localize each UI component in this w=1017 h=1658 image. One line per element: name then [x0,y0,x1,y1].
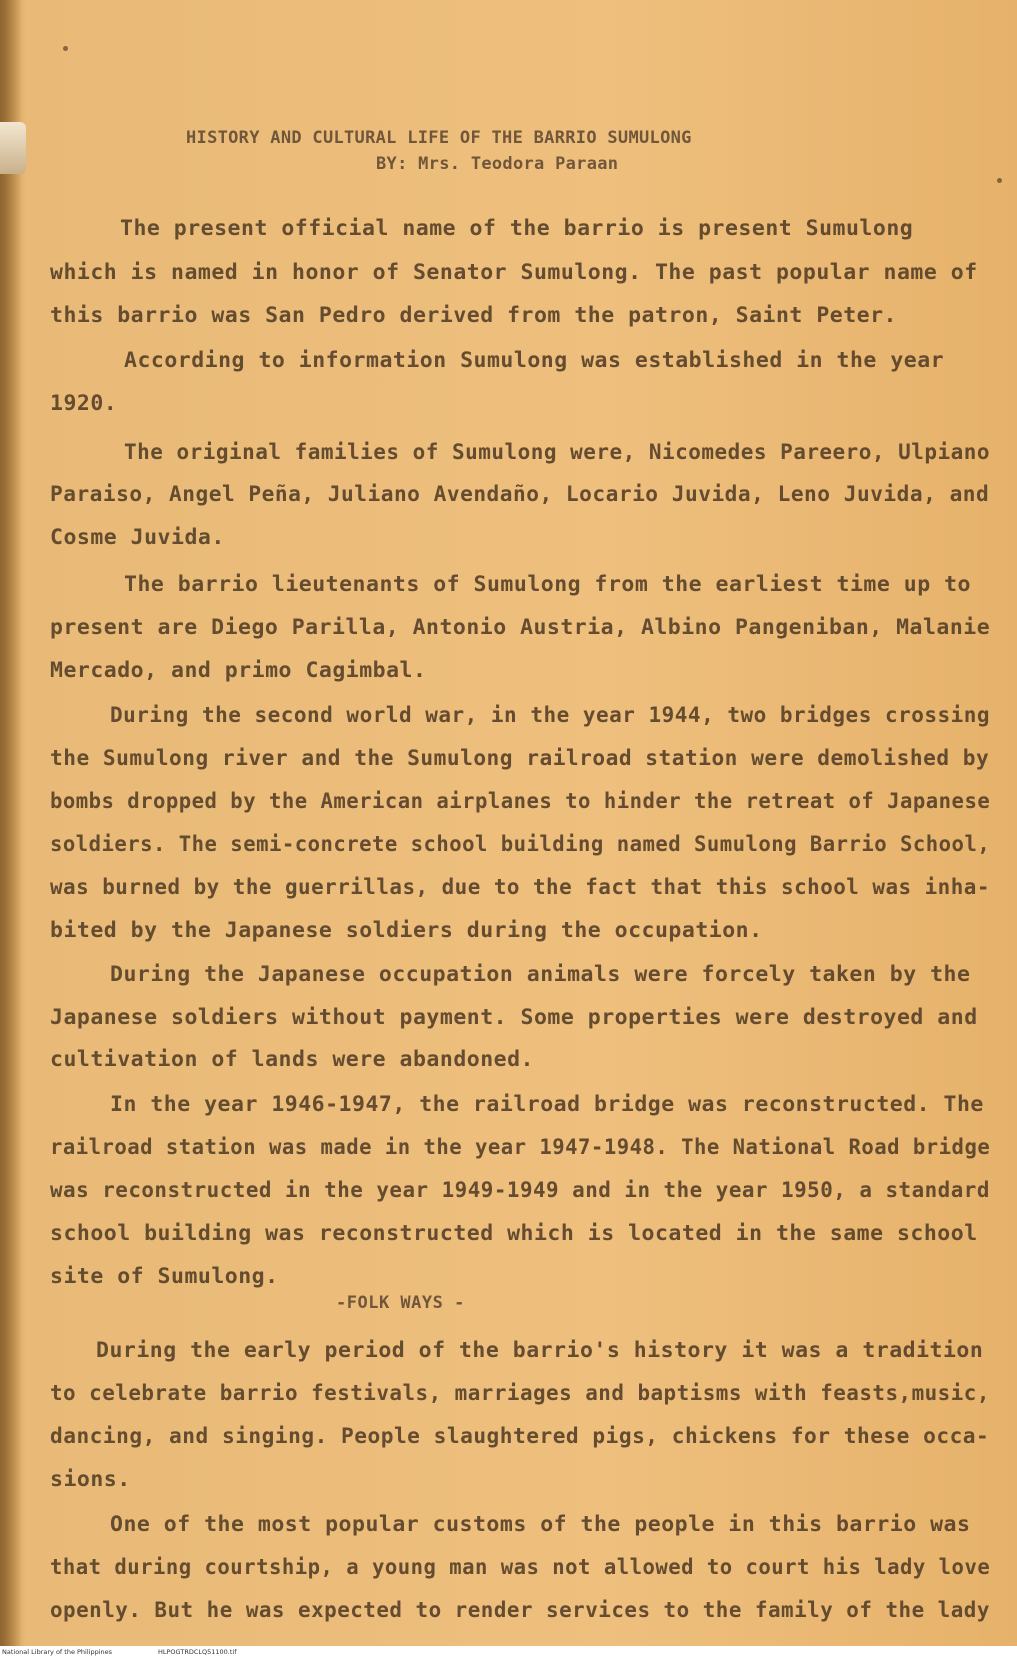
text-line: railroad station was made in the year 1947-1948. The National Road bridge [50,1135,991,1160]
text-line: this barrio was San Pedro derived from the patron, Saint Peter. [50,303,897,328]
text-line: Mercado, and primo Cagimbal. [50,658,427,683]
ink-speck [997,178,1002,183]
text-line: bited by the Japanese soldiers during the occupation. [50,918,763,943]
text-line: to celebrate barrio festivals, marriages and baptisms with feasts,music, [50,1381,990,1406]
text-line: present are Diego Parilla, Antonio Austria, Albino Pangeniban, Malanie [50,615,991,640]
text-line: the Sumulong river and the Sumulong railroad station were demolished by [50,746,990,771]
section-heading: -FOLK WAYS - [336,1293,465,1313]
text-line: openly. But he was expected to render services to the family of the lady [50,1598,990,1623]
text-line: that during courtship, a young man was not allowed to court his lady love [50,1555,991,1580]
text-line: According to information Sumulong was established in the year [124,348,945,373]
text-line: The present official name of the barrio is present Sumulong [120,216,914,241]
text-line: During the Japanese occupation animals were forcely taken by the [110,962,971,987]
text-line: cultivation of lands were abandoned. [50,1047,534,1072]
text-line: Japanese soldiers without payment. Some properties were destroyed and [50,1005,978,1030]
document-author: BY: Mrs. Teodora Paraan [376,154,619,174]
text-line: sions. [50,1467,131,1492]
document-title: HISTORY AND CULTURAL LIFE OF THE BARRIO SUMULONG [186,128,692,148]
text-line: which is named in honor of Senator Sumulong. The past popular name of [50,260,978,285]
text-line: was burned by the guerrillas, due to the fact that this school was inha- [50,875,990,900]
scan-footer [0,1646,1017,1658]
page-edge-stain [0,0,22,1646]
footer-library: National Library of the Philippines [2,1648,113,1656]
text-line: 1920. [50,391,118,416]
text-line: soldiers. The semi-concrete school building named Sumulong Barrio School, [50,832,991,857]
text-line: The original families of Sumulong were, Nicomedes Pareero, Ulpiano [124,440,991,465]
ink-speck [63,46,68,51]
text-line: bombs dropped by the American airplanes to hinder the retreat of Japanese [50,789,991,814]
text-line: One of the most popular customs of the people in this barrio was [110,1512,971,1537]
footer-file: HLPOGTRDCLQ51100.tif [158,1648,237,1656]
text-line: school building was reconstructed which is located in the same school [50,1221,978,1246]
text-line: During the early period of the barrio's history it was a tradition [96,1338,984,1363]
text-line: The barrio lieutenants of Sumulong from the earliest time up to [124,572,971,597]
text-line: Cosme Juvida. [50,525,225,550]
text-line: was reconstructed in the year 1949-1949 and in the year 1950, a standard [50,1178,990,1203]
text-line: In the year 1946-1947, the railroad bridge was reconstructed. The [110,1092,984,1117]
paper-clip-mark [0,122,26,174]
text-line: During the second world war, in the year 1944, two bridges crossing [110,703,991,728]
text-line: site of Sumulong. [50,1264,279,1289]
text-line: Paraiso, Angel Peña, Juliano Avendaño, Locario Juvida, Leno Juvida, and [50,482,990,507]
text-line: dancing, and singing. People slaughtered pigs, chickens for these occa- [50,1424,990,1449]
